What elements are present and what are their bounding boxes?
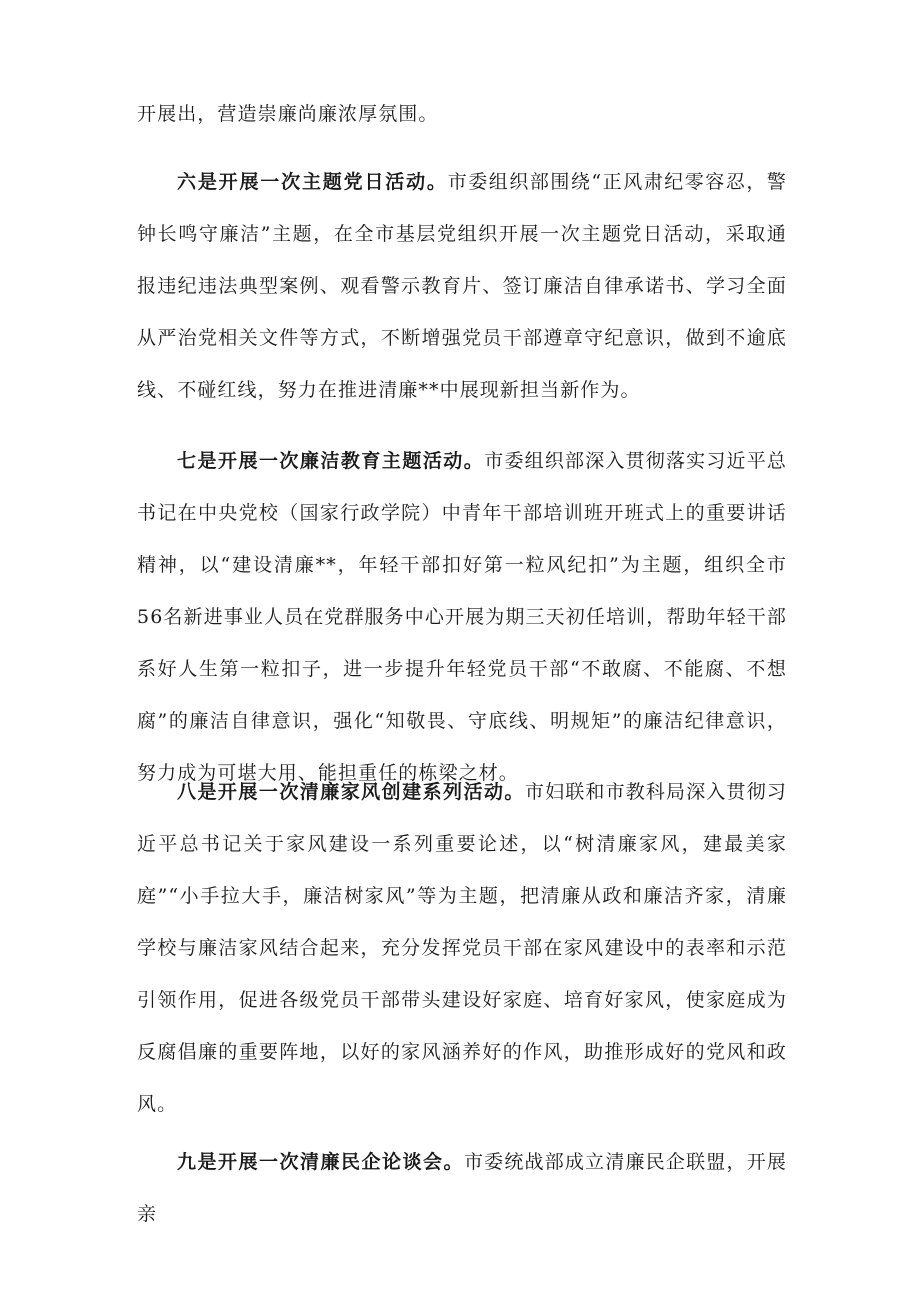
paragraph-text: 市委组织部深入贯彻落实习近平总书记在中央党校（国家行政学院）中青年干部培训班开班式上的重要讲话精神，以“建设清廉**，年轻干部扣好第一粒风纪扣”为主题，组织全市56名新进事业人员在党群服务中心开展为期三天初任培训，帮助年轻干部系好人生第一粒扣子，进一步提升年轻党员干部“不敢腐、不能腐、不想腐”的廉洁自律意识，强化“知敬畏、守底线、明规矩”的廉洁纪律意识，努力成为可堪大用、能担重任的栋梁之材。 — [137, 450, 787, 784]
paragraph-text: 市妇联和市教科局深入贯彻习近平总书记关于家风建设一系列重要论述，以“树清廉家风，建最美家庭”“小手拉大手，廉洁树家风”等为主题，把清廉从政和廉洁齐家，清廉学校与廉洁家风结合起来，充分发挥党员干部在家风建设中的表率和示范引领作用，促进各级党员干部带头建设好家庭、培育好家风，使家庭成为反腐倡廉的重要阵地，以好的家风涵养好的作风，助推形成好的党风和政风。 — [137, 781, 787, 1115]
paragraph-lead: 七是开展一次廉洁教育主题活动。 — [177, 450, 485, 472]
paragraph-item-9 — [137, 1136, 787, 1240]
paragraph-lead: 八是开展一次清廉家风创建系列活动。 — [177, 781, 525, 803]
paragraph-lead: 六是开展一次主题党日活动。 — [177, 171, 448, 193]
paragraph-item-8 — [137, 766, 787, 1130]
paragraph-text: 开展出，营造崇廉尚廉浓厚氛围。 — [137, 103, 439, 125]
paragraph-item-7 — [137, 435, 787, 799]
paragraph-text: 市委统战部成立清廉民企联盟，开展亲 — [137, 1151, 787, 1225]
paragraph-lead: 九是开展一次清廉民企论谈会。 — [177, 1151, 464, 1173]
paragraph-continuation — [137, 88, 787, 140]
paragraph-item-6 — [137, 156, 787, 416]
paragraph-text: 市委组织部围绕“正风肃纪零容忍，警钟长鸣守廉洁”主题，在全市基层党组织开展一次主题党日活动，采取通报违纪违法典型案例、观看警示教育片、签订廉洁自律承诺书、学习全面从严治党相关文件等方式，不断增强党员干部遵章守纪意识，做到不逾底线、不碰红线，努力在推进清廉**中展现新担当新作为。 — [137, 171, 787, 401]
